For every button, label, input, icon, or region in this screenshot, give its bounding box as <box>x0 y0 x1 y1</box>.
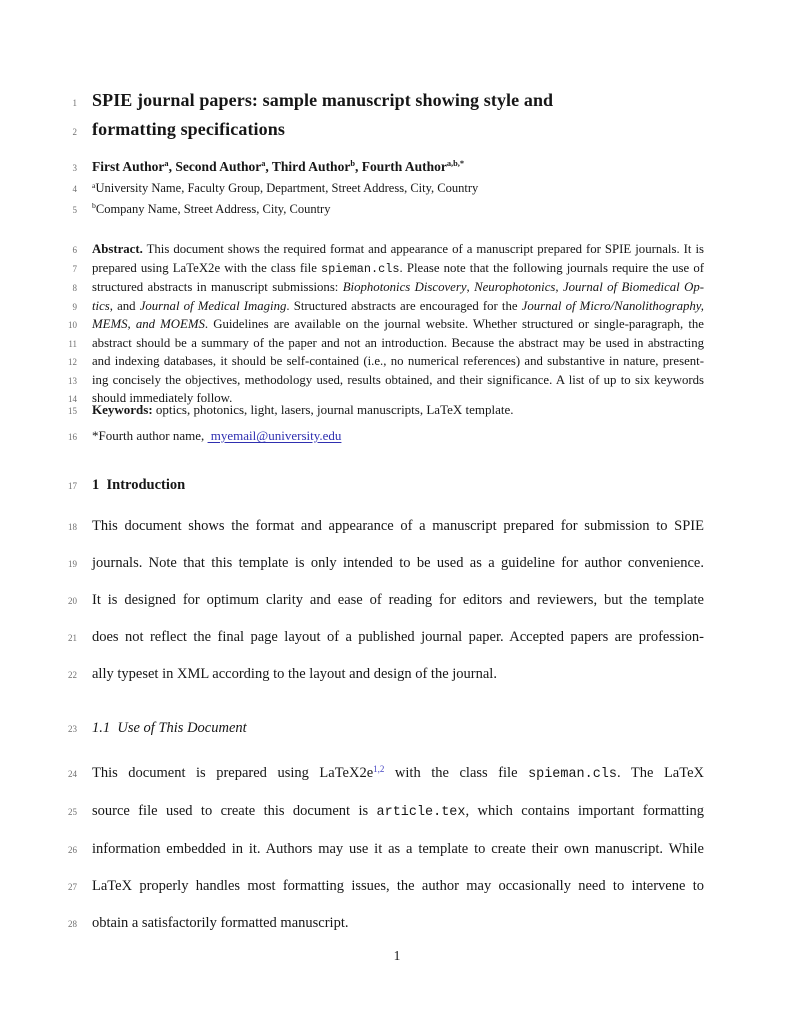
title-line-2 <box>0 115 794 144</box>
body-line <box>0 793 794 831</box>
abstract-text: MEMS, and MOEMS. Guidelines are available on the journal website. Whether structured or single-paragraph, the <box>92 317 704 331</box>
line-number: 16 <box>68 432 77 442</box>
author-note-line <box>0 426 794 446</box>
abstract-text: Abstract. This document shows the required format and appearance of a manuscript prepared for SPIE journals. It is <box>92 242 704 256</box>
abstract-text: structured abstracts in manuscript submissions: Biophotonics Discovery, Neurophotonics, Journal of Biomedical Op- <box>92 280 705 294</box>
use-of-document-paragraph <box>0 755 794 942</box>
abstract-line <box>0 371 794 390</box>
body-line <box>0 508 794 545</box>
body-line <box>0 755 794 793</box>
abstract-text: prepared using LaTeX2e with the class file spieman.cls. Please note that the following journals require the use of <box>92 260 704 276</box>
author-note-block <box>0 426 794 446</box>
line-number: 18 <box>68 522 77 532</box>
abstract-block <box>0 240 794 408</box>
abstract-text: should immediately follow. <box>92 391 233 405</box>
body-line <box>0 831 794 868</box>
keywords-text: Keywords: optics, photonics, light, lasers, journal manuscripts, LaTeX template. <box>92 402 514 417</box>
abstract-line <box>0 334 794 353</box>
body-line <box>0 582 794 619</box>
title-text: formatting specifications <box>92 119 285 139</box>
keywords-block <box>0 400 794 420</box>
line-number: 27 <box>68 882 77 892</box>
abstract-line <box>0 297 794 316</box>
line-number: 7 <box>72 263 77 274</box>
intro-paragraph <box>0 508 794 693</box>
body-text: information embedded in it. Authors may use it as a template to create their own manuscript. While <box>92 841 704 857</box>
body-text: It is designed for optimum clarity and ease of reading for editors and reviewers, but the template <box>92 592 704 608</box>
subsection-heading-text: 1.1 Use of This Document <box>92 720 247 736</box>
line-number: 17 <box>68 481 77 491</box>
section-heading-introduction <box>0 474 794 496</box>
line-number: 26 <box>68 845 77 855</box>
line-number: 24 <box>68 769 77 779</box>
keywords-line <box>0 400 794 420</box>
paper-title <box>0 86 794 144</box>
line-number: 1 <box>72 98 77 108</box>
affiliation-line-b <box>0 200 794 221</box>
abstract-line <box>0 315 794 334</box>
section-heading-line <box>0 474 794 496</box>
abstract-line <box>0 259 794 279</box>
line-number: 25 <box>68 807 77 817</box>
abstract-line <box>0 278 794 297</box>
line-number: 5 <box>72 204 77 215</box>
line-number: 2 <box>72 127 77 137</box>
line-number: 21 <box>68 633 77 643</box>
authors-text: First Author$^a$, Second Author$^a$, Third Author$^b$, Fourth Author$^{a,b,*}$ <box>92 159 465 174</box>
section-heading-text: 1 Introduction <box>92 477 186 493</box>
line-number: 15 <box>68 406 77 416</box>
affiliation-text: $^a$University Name, Faculty Group, Department, Street Address, City, Country <box>92 180 479 195</box>
abstract-text: and indexing databases, it should be self-contained (i.e., no numerical references) and substantive in nature, present- <box>92 354 704 368</box>
body-line <box>0 868 794 905</box>
body-text: journals. Note that this template is only intended to be used as a guideline for author convenience. <box>92 555 704 571</box>
line-number: 12 <box>68 357 77 367</box>
body-line <box>0 619 794 656</box>
email-link[interactable]: myemail@university.edu <box>207 428 342 443</box>
page-number: 1 <box>393 948 401 963</box>
line-number: 22 <box>68 670 77 680</box>
affiliation-text: $^b$Company Name, Street Address, City, Country <box>92 201 331 216</box>
body-text: obtain a satisfactorily formatted manuscript. <box>92 915 349 931</box>
line-number: 3 <box>72 163 77 173</box>
author-note-text: *Fourth author name, myemail@university.edu <box>92 428 342 443</box>
line-number: 19 <box>68 559 77 569</box>
line-number: 6 <box>72 245 77 255</box>
line-number: 14 <box>68 394 77 404</box>
line-number: 28 <box>68 919 77 929</box>
body-line <box>0 905 794 942</box>
body-text: ally typeset in XML according to the layout and design of the journal. <box>92 666 497 682</box>
authors-line <box>0 156 794 179</box>
body-text: LaTeX properly handles most formatting issues, the author may occasionally need to intervene to <box>92 878 704 894</box>
abstract-line <box>0 240 794 259</box>
line-number: 13 <box>68 375 77 386</box>
subsection-heading-line <box>0 717 794 739</box>
line-number: 8 <box>72 283 77 293</box>
line-number: 11 <box>68 338 77 349</box>
title-line-1 <box>0 86 794 115</box>
line-number: 23 <box>68 724 77 734</box>
line-number: 20 <box>68 596 77 606</box>
body-line <box>0 545 794 582</box>
body-line <box>0 656 794 693</box>
subsection-heading-use-of-this-document <box>0 717 794 739</box>
line-number: 4 <box>72 184 77 194</box>
abstract-text: ing concisely the objectives, methodology used, results obtained, and their significance. A list of up to six keywords <box>92 372 704 387</box>
abstract-text: tics, and Journal of Medical Imaging. Structured abstracts are encouraged for the Journal of Micro/Nanolithography, <box>92 298 704 313</box>
body-text: This document shows the format and appearance of a manuscript prepared for submission to SPIE <box>92 518 704 534</box>
citation-ref[interactable]: 1,2 <box>373 764 385 775</box>
abstract-text: abstract should be a summary of the paper and not an introduction. Because the abstract may be used in abstracting <box>92 335 704 350</box>
title-text: SPIE journal papers: sample manuscript showing style and <box>92 90 554 110</box>
abstract-line <box>0 352 794 371</box>
body-text: This document is prepared using LaTeX2e$^{1,2}$ with the class file spieman.cls. The LaTeX <box>92 764 704 782</box>
author-block <box>0 156 794 220</box>
body-text: does not reflect the final page layout of a published journal paper. Accepted papers are profession- <box>92 629 704 645</box>
affiliation-line-a <box>0 179 794 200</box>
body-text: source file used to create this document is article.tex, which contains important formatting <box>92 803 704 820</box>
line-number: 10 <box>68 320 77 330</box>
line-number: 9 <box>72 301 77 312</box>
